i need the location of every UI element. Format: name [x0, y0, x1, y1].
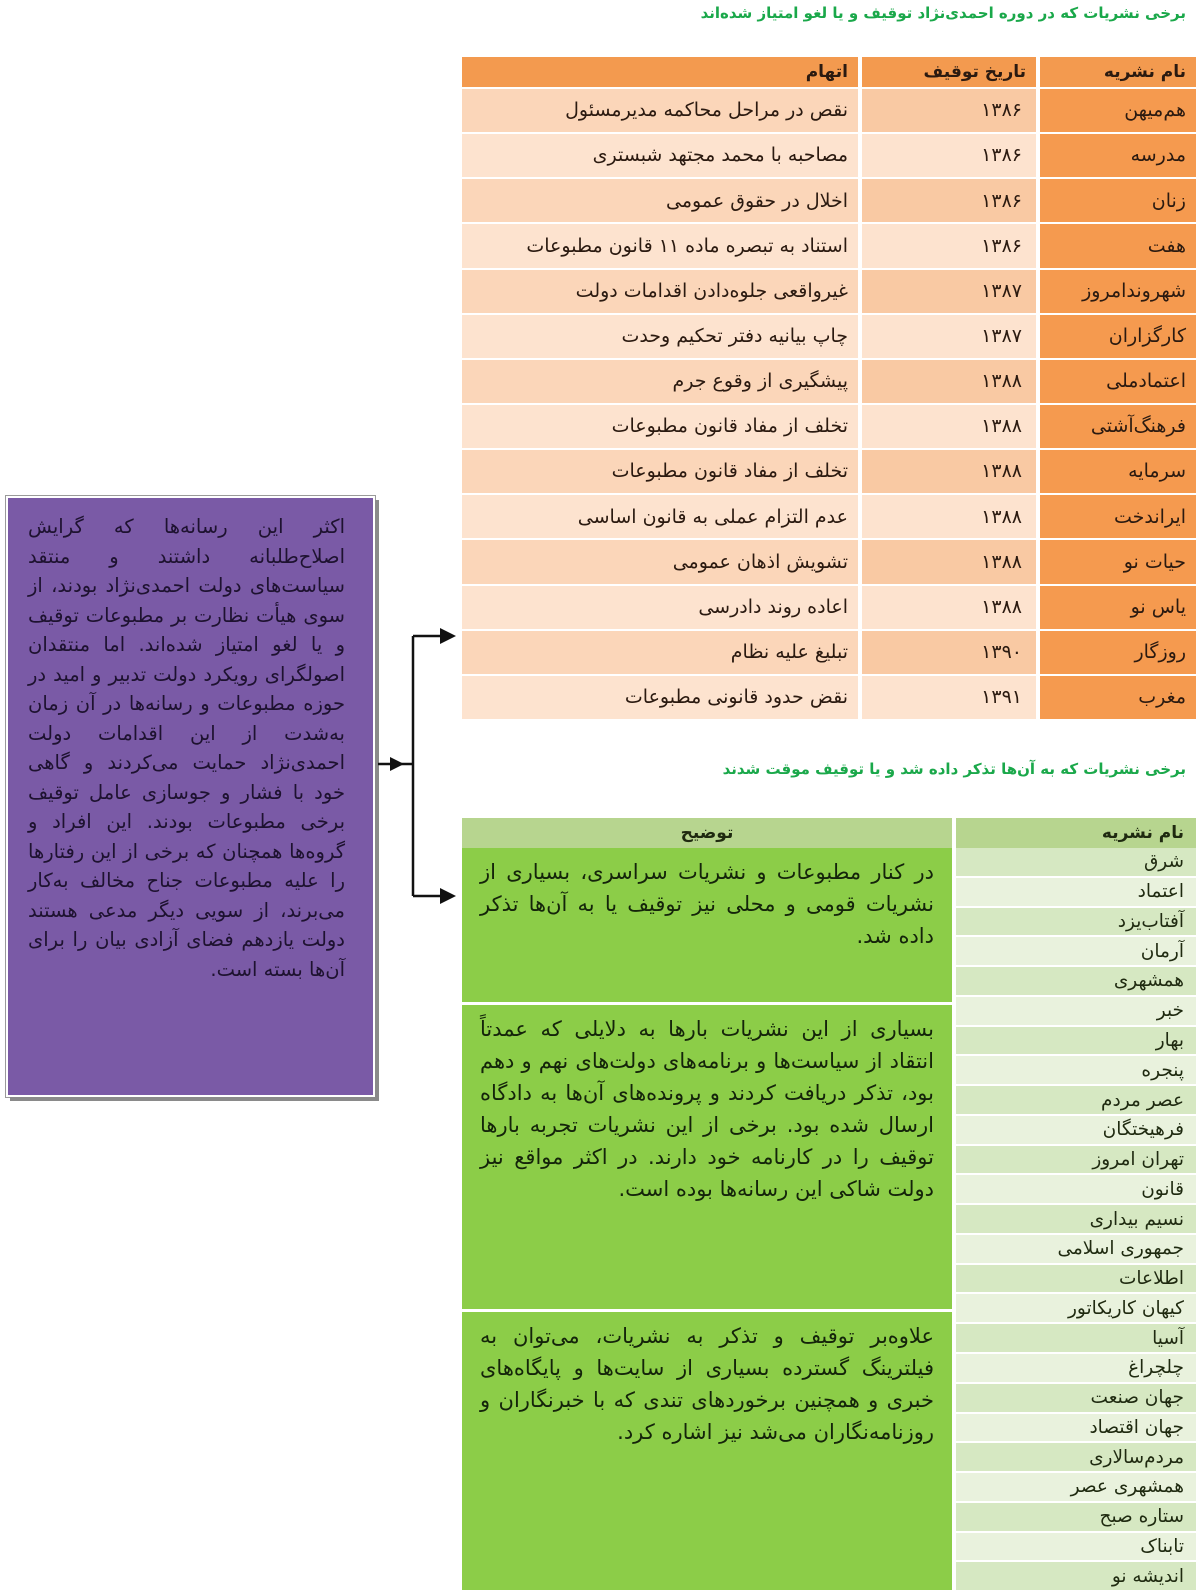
- cell-date: ۱۳۸۸: [862, 405, 1036, 448]
- cell-name: هفت: [1040, 224, 1196, 267]
- publication-name: آسیا: [956, 1324, 1196, 1352]
- header-name: نام نشریه: [956, 818, 1196, 848]
- cell-date: ۱۳۸۷: [862, 315, 1036, 358]
- publication-name: بهار: [956, 1027, 1196, 1055]
- cell-name: هم‌میهن: [1040, 89, 1196, 132]
- publication-name: کیهان کاریکاتور: [956, 1294, 1196, 1322]
- cell-name: روزگار: [1040, 631, 1196, 674]
- cell-date: ۱۳۸۸: [862, 586, 1036, 629]
- publication-name: چلچراغ: [956, 1354, 1196, 1382]
- publication-name: شرق: [956, 848, 1196, 876]
- cell-charge: نقص در مراحل محاکمه مدیرمسئول: [462, 89, 858, 132]
- cell-charge: عدم التزام عملی به قانون اساسی: [462, 495, 858, 538]
- description-cell: بسیاری از این نشریات بارها به دلایلی که عمدتاً انتقاد از سیاست‌ها و برنامه‌های دولت‌های نهم و دهم بود، تذکر دریافت کردند و پرونده‌های آن‌ها به دادگاه ارسال شده بود. برخی از این نشریات تجربه بارها توقیف را در کارنامه خود دارند. در اکثر مواقع نیز دولت شاکی این رسانه‌ها بوده است.: [462, 1005, 952, 1309]
- warned-publications-table: [462, 818, 1196, 1590]
- cell-name: زنان: [1040, 179, 1196, 222]
- arrowhead-icon: [440, 888, 456, 904]
- cell-date: ۱۳۸۸: [862, 540, 1036, 583]
- publication-name: جمهوری اسلامی: [956, 1235, 1196, 1263]
- publication-name: نسیم بیداری: [956, 1205, 1196, 1233]
- cell-date: ۱۳۸۶: [862, 179, 1036, 222]
- publication-name: پنجره: [956, 1056, 1196, 1084]
- arrowhead-icon: [390, 757, 404, 771]
- cell-charge: تشویش اذهان عمومی: [462, 540, 858, 583]
- publication-name: جهان اقتصاد: [956, 1414, 1196, 1442]
- publication-name: خبر: [956, 997, 1196, 1025]
- publication-name: همشهری: [956, 967, 1196, 995]
- cell-charge: پیشگیری از وقوع جرم: [462, 360, 858, 403]
- publication-name: عصر مردم: [956, 1086, 1196, 1114]
- cell-name: کارگزاران: [1040, 315, 1196, 358]
- header-date: تاریخ توقیف: [862, 57, 1036, 87]
- publication-name: اندیشه نو: [956, 1562, 1196, 1590]
- cell-date: ۱۳۸۶: [862, 224, 1036, 267]
- cell-charge: غیرواقعی جلوه‌دادن اقدامات دولت: [462, 270, 858, 313]
- publication-name: مردم‌سالاری: [956, 1443, 1196, 1471]
- publication-name: تابناک: [956, 1533, 1196, 1561]
- cell-name: حیات نو: [1040, 540, 1196, 583]
- cell-date: ۱۳۸۸: [862, 450, 1036, 493]
- description-column: [462, 848, 952, 1590]
- suspended-publications-table: [462, 57, 1196, 719]
- cell-date: ۱۳۸۸: [862, 495, 1036, 538]
- cell-charge: نقض حدود قانونی مطبوعات: [462, 676, 858, 719]
- publication-name: آفتاب‌یزد: [956, 908, 1196, 936]
- header-charge: اتهام: [462, 57, 858, 87]
- cell-date: ۱۳۸۷: [862, 270, 1036, 313]
- cell-charge: اخلال در حقوق عمومی: [462, 179, 858, 222]
- cell-charge: اعاده روند دادرسی: [462, 586, 858, 629]
- cell-charge: تبلیغ علیه نظام: [462, 631, 858, 674]
- cell-date: ۱۳۹۰: [862, 631, 1036, 674]
- publication-name: اعتماد: [956, 878, 1196, 906]
- cell-date: ۱۳۹۱: [862, 676, 1036, 719]
- cell-name: اعتمادملی: [1040, 360, 1196, 403]
- cell-name: سرمایه: [1040, 450, 1196, 493]
- cell-charge: مصاحبه با محمد مجتهد شبستری: [462, 134, 858, 177]
- cell-charge: چاپ بیانیه دفتر تحکیم وحدت: [462, 315, 858, 358]
- publication-name: فرهیختگان: [956, 1116, 1196, 1144]
- cell-name: مدرسه: [1040, 134, 1196, 177]
- header-desc: توضیح: [462, 818, 952, 848]
- publication-name: قانون: [956, 1175, 1196, 1203]
- publication-name-list: [956, 848, 1196, 1590]
- publication-name: جهان صنعت: [956, 1384, 1196, 1412]
- cell-date: ۱۳۸۶: [862, 134, 1036, 177]
- cell-date: ۱۳۸۸: [862, 360, 1036, 403]
- description-cell: در کنار مطبوعات و نشریات سراسری، بسیاری از نشریات قومی و محلی نیز توقیف یا به آن‌ها تذکر داده شد.: [462, 848, 952, 1002]
- description-cell: علاوه‌بر توقیف و تذکر به نشریات، می‌توان به فیلترینگ گسترده بسیاری از سایت‌ها و پایگاه‌های خبری و همچنین برخوردهای تندی که با خبرنگاران و روزنامه‌نگاران می‌شد نیز اشاره کرد.: [462, 1312, 952, 1590]
- cell-name: یاس نو: [1040, 586, 1196, 629]
- arrowhead-icon: [440, 628, 456, 644]
- publication-name: آرمان: [956, 937, 1196, 965]
- cell-name: ایراندخت: [1040, 495, 1196, 538]
- cell-charge: استناد به تبصره ماده ۱۱ قانون مطبوعات: [462, 224, 858, 267]
- publication-name: ستاره صبح: [956, 1503, 1196, 1531]
- cell-name: شهروندامروز: [1040, 270, 1196, 313]
- heading-bottom: برخی نشریات که به آن‌ها تذکر داده شد و یا توقیف موقت شدند: [722, 760, 1186, 778]
- commentary-box: اکثر این رسانه‌ها که گرایش اصلاح‌طلبانه داشتند و منتقد سیاست‌های دولت احمدی‌نژاد بودند، از سوی هیأت نظارت بر مطبوعات توقیف و یا لغو امتیاز شده‌اند. اما منتقدان اصولگرای رویکرد دولت تدبیر و امید در حوزه مطبوعات و رسانه‌ها در آن زمان به‌شدت از این اقدامات دولت احمدی‌نژاد حمایت می‌کردند و گاهی خود با فشار و جوسازی عامل توقیف برخی مطبوعات بودند. این افراد و گروه‌ها همچنان که برخی از این رفتارها را علیه مطبوعات جناح مخالف به‌کار می‌برند، از سویی دیگر مدعی هستند دولت یازدهم فضای آزادی بیان را برای آن‌ها بسته است.: [6, 496, 375, 1097]
- cell-charge: تخلف از مفاد قانون مطبوعات: [462, 405, 858, 448]
- cell-charge: تخلف از مفاد قانون مطبوعات: [462, 450, 858, 493]
- publication-name: تهران امروز: [956, 1146, 1196, 1174]
- cell-name: فرهنگ‌آشتی: [1040, 405, 1196, 448]
- heading-top: برخی نشریات که در دوره احمدی‌نژاد توقیف و یا لغو امتیاز شده‌اند: [700, 4, 1186, 22]
- cell-date: ۱۳۸۶: [862, 89, 1036, 132]
- publication-name: همشهری عصر: [956, 1473, 1196, 1501]
- header-name: نام نشریه: [1040, 57, 1196, 87]
- cell-name: مغرب: [1040, 676, 1196, 719]
- publication-name: اطلاعات: [956, 1265, 1196, 1293]
